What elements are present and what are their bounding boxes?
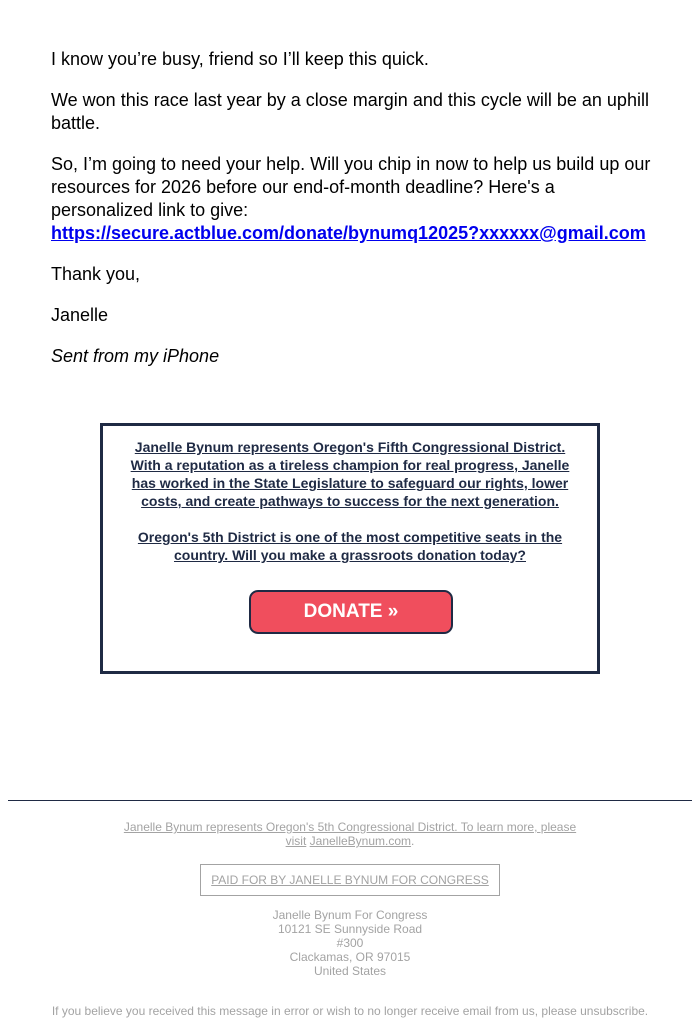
unsubscribe-text[interactable]: If you believe you received this message in error or wish to no longer receive email from us, please unsubscribe. [51,1004,649,1018]
signature-name: Janelle [51,305,109,325]
mailing-address [0,908,700,978]
address-line: 10121 SE Sunnyside Road [277,922,423,936]
ask-text: So, I’m going to need your help. Will you chip in now to help us build up our resources for 2026 before our end-of-month deadline? Here's a personalized link to give: [51,154,651,220]
callout-ask-text[interactable]: Oregon's 5th District is one of the most competitive seats in the country. Will you make a grassroots donation today? [137,529,563,563]
ask-paragraph [51,153,661,245]
footer-website-link[interactable]: JanelleBynum.com [309,834,412,848]
donation-callout-box [100,423,600,674]
closing-text: Thank you, [51,264,141,284]
address-line: #300 [336,936,364,950]
callout-intro-text[interactable]: Janelle Bynum represents Oregon's Fifth Congressional District. With a reputation as a tireless champion for real progress, Janelle has worked in the State Legislature to safeguard our rights, lower costs, and create pathways to success for the next generation. [130,439,570,509]
email-body [51,48,661,386]
footer-divider [8,800,692,801]
email-footer [0,820,700,1018]
sent-from-line: Sent from my iPhone [51,346,220,366]
personalized-donate-link[interactable]: https://secure.actblue.com/donate/bynumq12025?xxxxxx@gmail.com [51,223,646,243]
address-line: Janelle Bynum For Congress [272,908,428,922]
footer-about-suffix: . [411,834,415,848]
footer-about [120,820,580,848]
footer-about-text[interactable]: Janelle Bynum represents Oregon's 5th Congressional District. To learn more, please visit [123,820,577,848]
address-line: United States [313,964,387,978]
paid-for-disclaimer: PAID FOR BY JANELLE BYNUM FOR CONGRESS [200,864,500,896]
donate-button[interactable]: DONATE » [249,590,453,634]
intro-paragraph: I know you’re busy, friend so I’ll keep this quick. [51,49,429,69]
race-paragraph: We won this race last year by a close margin and this cycle will be an uphill battle. [51,90,649,133]
address-line: Clackamas, OR 97015 [289,950,411,964]
